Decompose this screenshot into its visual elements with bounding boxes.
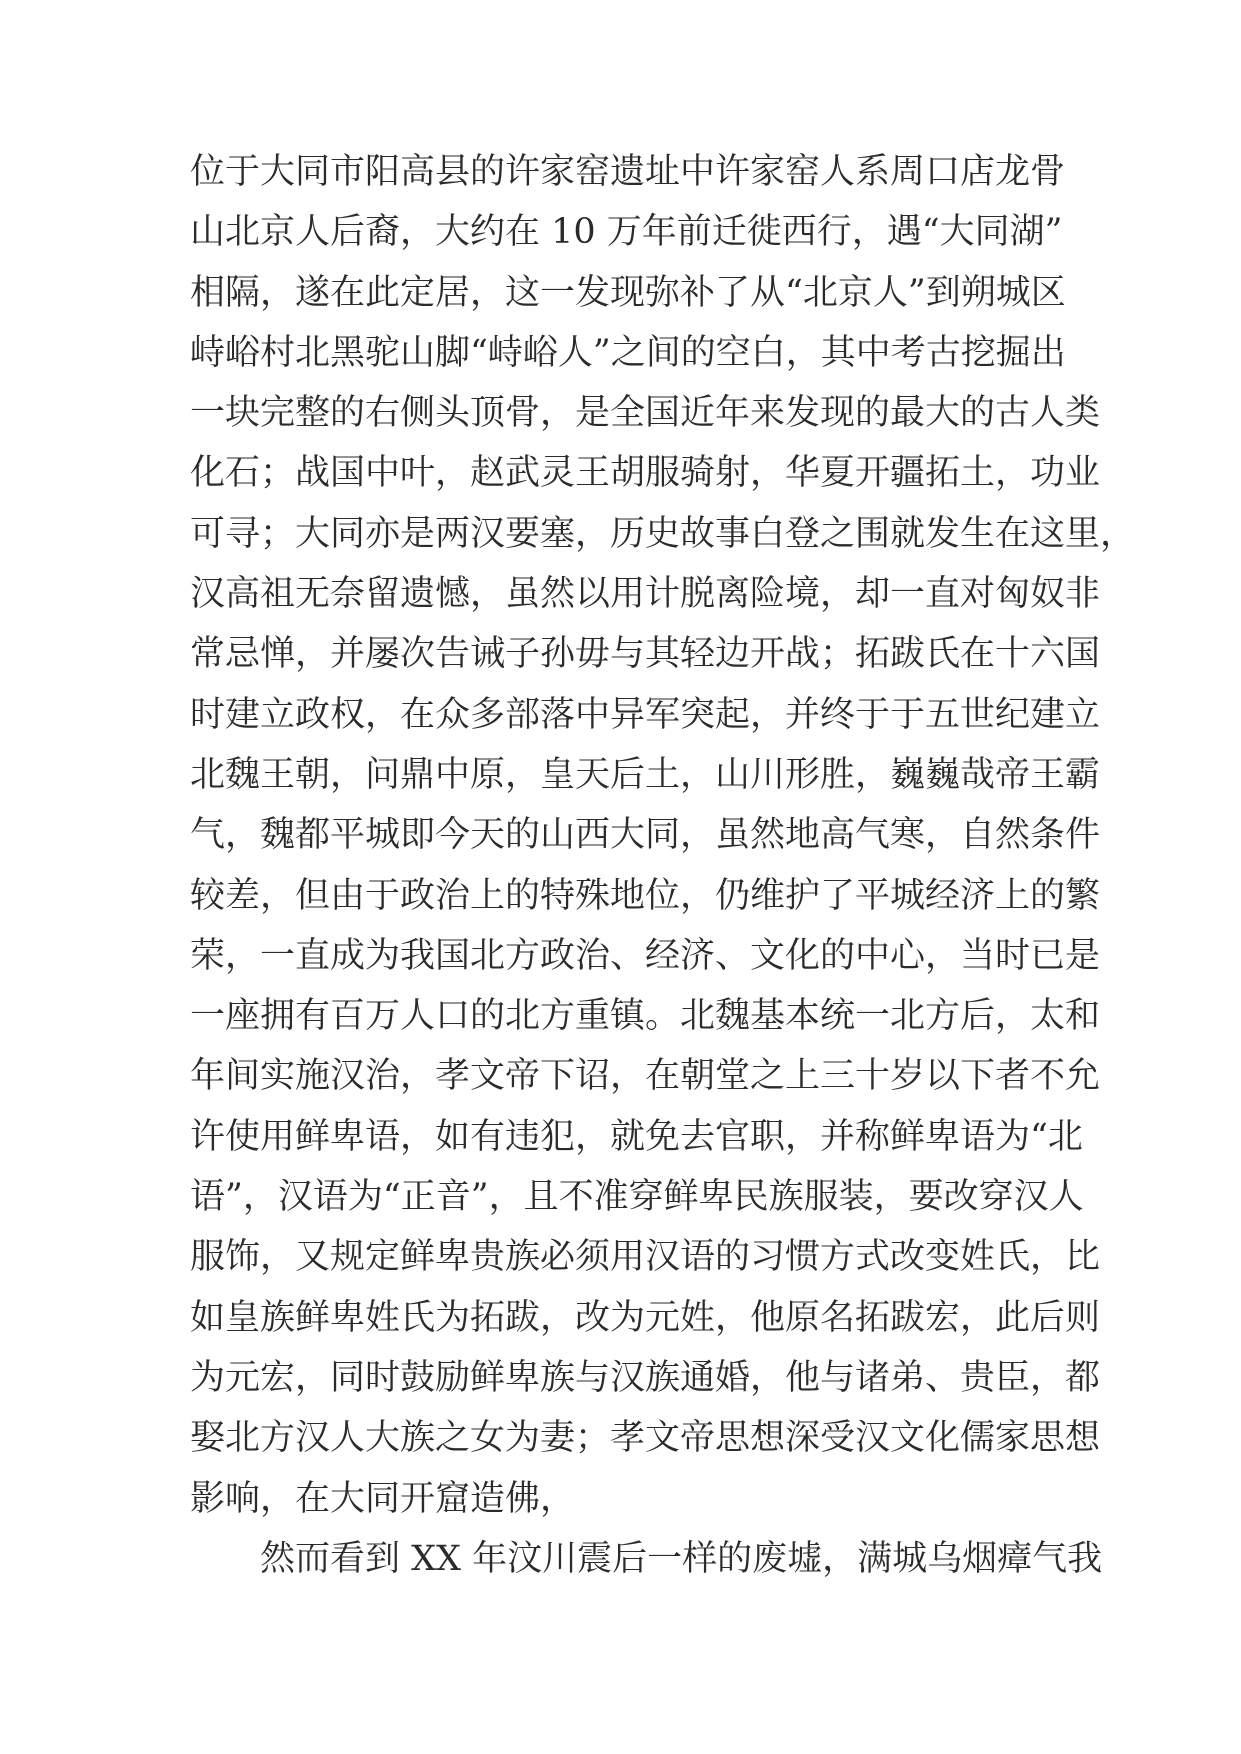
text-line: 语”，汉语为“正音”，且不准穿鲜卑民族服装，要改穿汉人 <box>190 1177 1084 1218</box>
text-line: 北魏王朝，问鼎中原，皇天后土，山川形胜，巍巍哉帝王霸 <box>190 754 1101 795</box>
text-line: 较差，但由于政治上的特殊地位，仍维护了平城经济上的繁 <box>190 875 1101 916</box>
text-line: 时建立政权，在众多部落中异军突起，并终于于五世纪建立 <box>190 694 1101 735</box>
text-line: 气，魏都平城即今天的山西大同，虽然地高气寒，自然条件 <box>190 815 1101 856</box>
text-line: 可寻；大同亦是两汉要塞，历史故事白登之围就发生在这里， <box>190 513 1136 554</box>
text-line: 荣，一直成为我国北方政治、经济、文化的中心，当时已是 <box>190 935 1101 976</box>
text-line: 服饰，又规定鲜卑贵族必须用汉语的习惯方式改变姓氏，比 <box>190 1237 1101 1278</box>
text-line: 如皇族鲜卑姓氏为拓跋，改为元姓，他原名拓跋宏，此后则 <box>190 1297 1101 1338</box>
text-line: 许使用鲜卑语，如有违犯，就免去官职，并称鲜卑语为“北 <box>190 1116 1083 1157</box>
text-line: 一座拥有百万人口的北方重镇。北魏基本统一北方后，太和 <box>190 996 1101 1037</box>
text-line: 位于大同市阳高县的许家窑遗址中许家窑人系周口店龙骨 <box>190 152 1066 192</box>
text-line: 常忌惮，并屡次告诫子孙毋与其轻边开战；拓跋氏在十六国 <box>190 634 1101 675</box>
text-line: 娶北方汉人大族之女为妻；孝文帝思想深受汉文化儒家思想 <box>190 1418 1101 1459</box>
text-line: 汉高祖无奈留遗憾，虽然以用计脱离险境，却一直对匈奴非 <box>190 574 1101 615</box>
text-line: 山北京人后裔，大约在 10 万年前迁徙西行，遇“大同湖” <box>190 212 1063 253</box>
text-line: 一块完整的右侧头顶骨，是全国近年来发现的最大的古人类 <box>190 393 1101 434</box>
text-line: 影响，在大同开窟造佛， <box>190 1478 576 1519</box>
text-line: 然而看到 XX 年汶川震后一样的废墟，满城乌烟瘴气我 <box>260 1538 1103 1579</box>
body-text <box>190 142 1136 1589</box>
text-line: 年间实施汉治，孝文帝下诏，在朝堂之上三十岁以下者不允 <box>190 1056 1101 1097</box>
text-line: 化石；战国中叶，赵武灵王胡服骑射，华夏开疆拓土，功业 <box>190 453 1101 494</box>
text-line: 峙峪村北黑驼山脚“峙峪人”之间的空白，其中考古挖掘出 <box>190 332 1066 373</box>
paragraph-1 <box>190 142 1136 1529</box>
text-line: 相隔，遂在此定居，这一发现弥补了从“北京人”到朔城区 <box>190 272 1066 313</box>
text-line: 为元宏，同时鼓励鲜卑族与汉族通婚，他与诸弟、贵臣，都 <box>190 1357 1101 1398</box>
paragraph-2 <box>190 1529 1103 1589</box>
